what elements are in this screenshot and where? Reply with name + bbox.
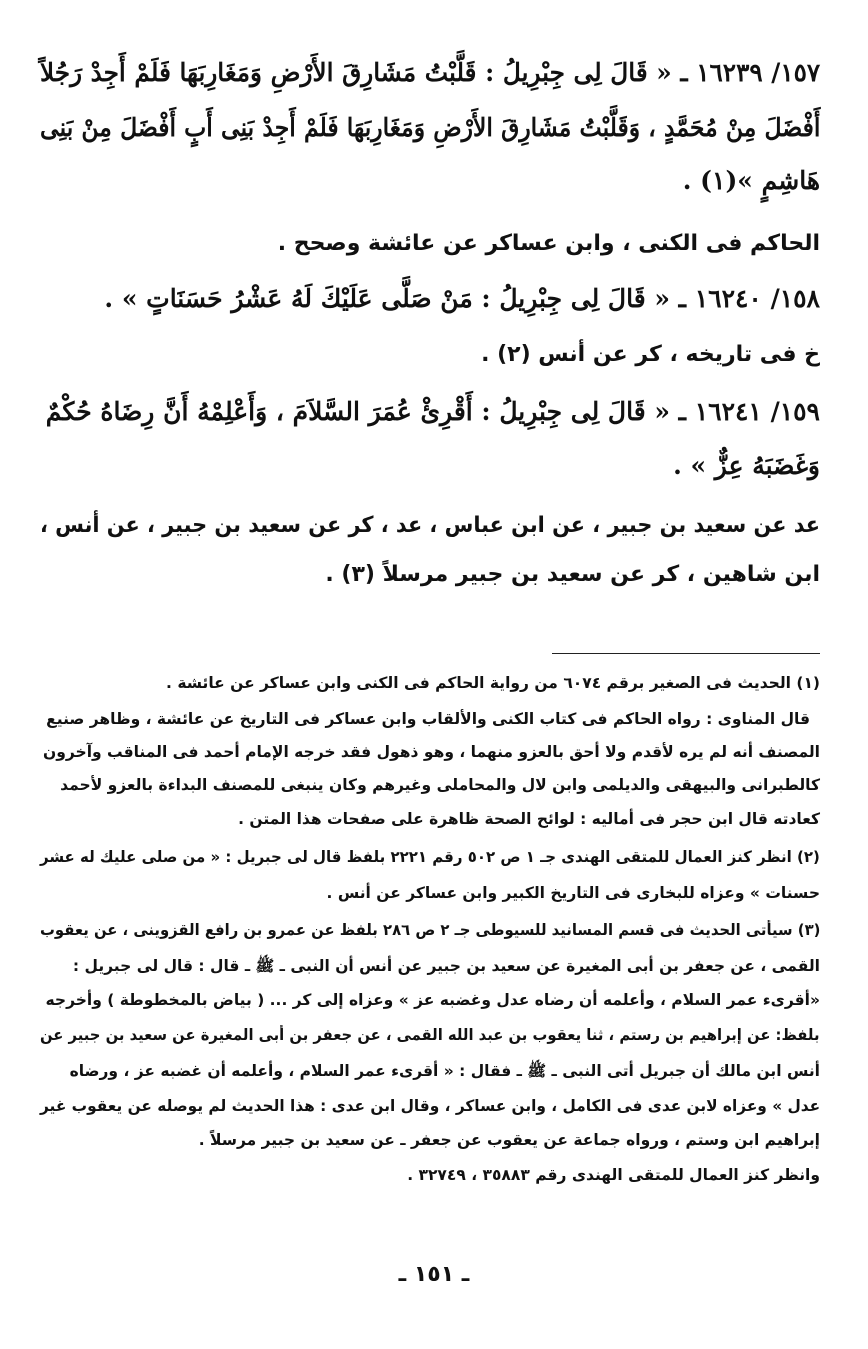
footnote-line: (٢) انظر كنز العمال للمتقى الهندى جـ ١ ص ٥٠٢ رقم ٢٢٢١ بلفظ قال لى جبريل : « من صلى عليك له عشر [40, 848, 820, 866]
footnote-line: عدل » وعزاه لابن عدى فى الكامل ، وابن عساكر ، وقال ابن عدى : هذا الحديث لم يوصله عن يعقوب غير [39, 1097, 820, 1115]
hadith-157-line-3: هَاشِمٍ »(١) . [682, 166, 820, 195]
footnote-line: «أقرىء عمر السلام ، وأعلمه أن رضاه عدل وغضبه عز » وعزاه إلى كر ... ( بياض بالمخطوطة ) وأخرجه [45, 991, 820, 1009]
hadith-159-line-2: وَغَضَبَهُ عِزٌّ » . [673, 451, 820, 480]
hadith-157-source: الحاكم فى الكنى ، وابن عساكر عن عائشة وصحح . [277, 231, 820, 256]
hadith-157-line-2: أَفْضَلَ مِنْ مُحَمَّدٍ ، وَقَلَّبْتُ مَشَارِقَ الأَرْضِ وَمَغَارِبَهَا فَلَمْ أَجِدْ بَنِى أَبٍ أَفْضَلَ مِنْ بَنِى [39, 113, 820, 142]
footnote-line: أنس ابن مالك أن جبريل أتى النبى ـ ﷺ ـ فقال : « أقرىء عمر السلام ، وأعلمه أن غضبه عز ، ورضاه [69, 1062, 820, 1080]
page-number: ـ ١٥١ ـ [398, 1262, 470, 1287]
footnote-line: قال المناوى : رواه الحاكم فى كتاب الكنى والألقاب وابن عساكر فى التاريخ عن عائشة ، وظاهر صنيع [46, 710, 810, 728]
footnote-line: المصنف أنه لم يره لأقدم ولا أحق بالعزو منهما ، وهو ذهول فقد خرجه الإمام أحمد فى المناقب وآخرون [43, 743, 820, 761]
hadith-159-line-1: ١٥٩/ ١٦٢٤١ ـ « قَالَ لِى جِبْرِيلُ : أَقْرِئْ عُمَرَ السَّلاَمَ ، وَأَعْلِمْهُ أَنَّ رِضَاهُ حُكْمٌ [45, 397, 820, 426]
hadith-159-source-line-2: ابن شاهين ، كر عن سعيد بن جبير مرسلاً (٣) . [325, 562, 820, 587]
hadith-157-line-1: ١٥٧/ ١٦٢٣٩ ـ « قَالَ لِى جِبْرِيلُ : قَلَّبْتُ مَشَارِقَ الأَرْضِ وَمَغَارِبَهَا فَلَمْ أَجِدْ رَجُلاً [39, 58, 820, 87]
footnote-line: (٣) سيأتى الحديث فى قسم المسانيد للسيوطى جـ ٢ ص ٢٨٦ بلفظ عن عمرو بن رافع القزوينى ، عن يعقوب [39, 921, 820, 939]
footnote-line: بلفظ: عن إبراهيم بن رستم ، ثنا يعقوب بن عبد الله القمى ، عن جعفر بن أبى المغيرة عن سعيد بن جبير عن [40, 1026, 820, 1044]
footnote-line: حسنات » وعزاه للبخارى فى التاريخ الكبير وابن عساكر عن أنس . [326, 884, 820, 902]
footnote-line: كعادته قال ابن حجر فى أماليه : لوائح الصحة ظاهرة على صفحات هذا المتن . [238, 810, 820, 828]
hadith-158-source: خ فى تاريخه ، كر عن أنس (٢) . [481, 342, 820, 367]
footnote-separator [552, 653, 820, 654]
footnote-line: (١) الحديث فى الصغير برقم ٦٠٧٤ من رواية الحاكم فى الكنى وابن عساكر عن عائشة . [166, 674, 820, 692]
footnote-line: كالطبرانى والبيهقى والديلمى وابن لال والمحاملى وغيرهم وكان ينبغى للمصنف البداءة بالعزو لأحمد [60, 776, 820, 794]
footnote-line: وانظر كنز العمال للمتقى الهندى رقم ٣٥٨٨٣ ، ٣٢٧٤٩ . [407, 1166, 820, 1184]
footnote-line: القمى ، عن جعفر بن أبى المغيرة عن سعيد بن جبير عن أنس أن النبى ـ ﷺ ـ قال : قال لى جبريل : [72, 957, 820, 975]
hadith-158-line-1: ١٥٨/ ١٦٢٤٠ ـ « قَالَ لِى جِبْرِيلُ : مَنْ صَلَّى عَلَيْكَ لَهُ عَشْرُ حَسَنَاتٍ » . [104, 284, 820, 313]
footnote-line: إبراهيم ابن وستم ، ورواه جماعة عن يعقوب عن جعفر ـ عن سعيد بن جبير مرسلاً . [198, 1131, 820, 1149]
hadith-159-source-line-1: عد عن سعيد بن جبير ، عن ابن عباس ، عد ، كر عن سعيد بن جبير ، عن أنس ، [40, 513, 820, 538]
